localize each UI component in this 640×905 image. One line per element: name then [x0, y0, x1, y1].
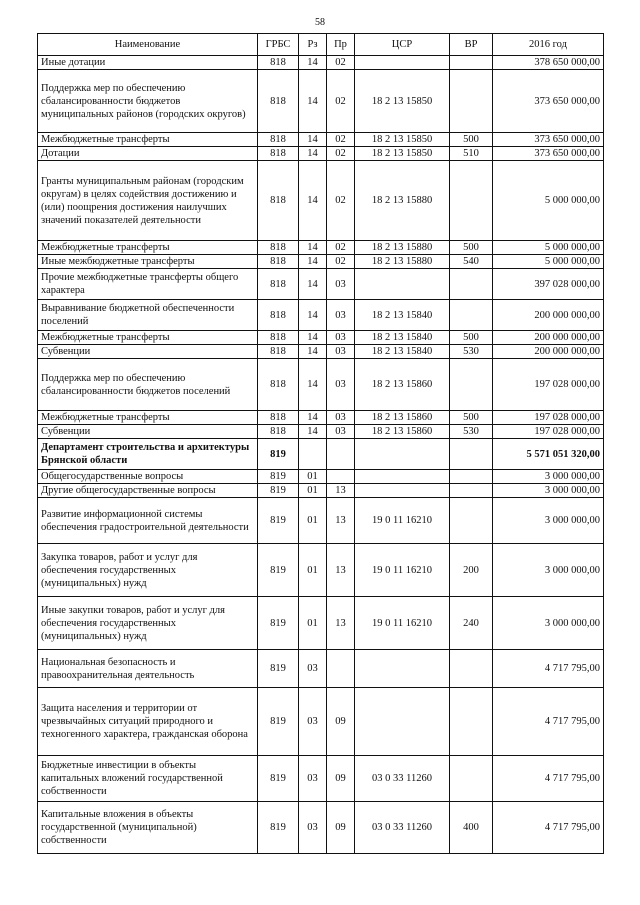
row-grbs: 819 [258, 802, 299, 854]
row-rz: 14 [299, 359, 327, 411]
row-vr [450, 300, 493, 331]
row-name: Иные дотации [38, 56, 258, 70]
row-name: Департамент строительства и архитектуры Брянской области [38, 439, 258, 470]
row-amount: 373 650 000,00 [493, 147, 604, 161]
row-grbs: 818 [258, 56, 299, 70]
row-grbs: 818 [258, 255, 299, 269]
row-pr: 09 [327, 756, 355, 802]
row-vr [450, 161, 493, 241]
table-row [38, 345, 604, 359]
row-csr: 03 0 33 11260 [355, 756, 450, 802]
row-name: Межбюджетные трансферты [38, 331, 258, 345]
row-grbs: 819 [258, 484, 299, 498]
row-rz: 01 [299, 470, 327, 484]
row-amount: 5 000 000,00 [493, 255, 604, 269]
row-vr: 200 [450, 544, 493, 597]
row-amount: 200 000 000,00 [493, 345, 604, 359]
row-rz: 01 [299, 498, 327, 544]
row-amount: 4 717 795,00 [493, 756, 604, 802]
row-pr [327, 439, 355, 470]
table-row [38, 255, 604, 269]
row-vr [450, 70, 493, 133]
row-name: Выравнивание бюджетной обеспеченности поселений [38, 300, 258, 331]
header-rz: Рз [299, 34, 327, 56]
row-pr: 09 [327, 802, 355, 854]
row-amount: 4 717 795,00 [493, 650, 604, 688]
row-vr: 400 [450, 802, 493, 854]
row-amount: 397 028 000,00 [493, 269, 604, 300]
row-grbs: 818 [258, 300, 299, 331]
table-row [38, 597, 604, 650]
row-name: Иные закупки товаров, работ и услуг для обеспечения государственных (муниципальных) нужд [38, 597, 258, 650]
row-name: Межбюджетные трансферты [38, 241, 258, 255]
row-pr: 03 [327, 300, 355, 331]
table-row [38, 133, 604, 147]
row-name: Развитие информационной системы обеспечения градостроительной деятельности [38, 498, 258, 544]
row-name: Бюджетные инвестиции в объекты капитальных вложений государственной собственности [38, 756, 258, 802]
row-amount: 197 028 000,00 [493, 359, 604, 411]
row-csr: 19 0 11 16210 [355, 544, 450, 597]
row-vr [450, 756, 493, 802]
row-amount: 3 000 000,00 [493, 470, 604, 484]
row-rz: 14 [299, 147, 327, 161]
row-name: Другие общегосударственные вопросы [38, 484, 258, 498]
row-pr: 03 [327, 345, 355, 359]
row-rz: 14 [299, 300, 327, 331]
row-amount: 378 650 000,00 [493, 56, 604, 70]
row-amount: 197 028 000,00 [493, 411, 604, 425]
row-pr: 03 [327, 269, 355, 300]
row-rz: 14 [299, 133, 327, 147]
row-grbs: 818 [258, 161, 299, 241]
table-row [38, 484, 604, 498]
header-amount-2016: 2016 год [493, 34, 604, 56]
row-grbs: 818 [258, 331, 299, 345]
table-row [38, 470, 604, 484]
row-vr: 500 [450, 241, 493, 255]
row-rz: 01 [299, 484, 327, 498]
table-row [38, 300, 604, 331]
row-grbs: 818 [258, 345, 299, 359]
table-row [38, 498, 604, 544]
row-vr [450, 269, 493, 300]
row-csr: 19 0 11 16210 [355, 597, 450, 650]
row-vr [450, 650, 493, 688]
row-csr: 18 2 13 15850 [355, 70, 450, 133]
row-pr: 13 [327, 597, 355, 650]
row-pr [327, 470, 355, 484]
row-name: Капитальные вложения в объекты государственной (муниципальной) собственности [38, 802, 258, 854]
row-rz: 03 [299, 802, 327, 854]
row-csr: 18 2 13 15840 [355, 331, 450, 345]
row-vr [450, 359, 493, 411]
row-rz: 14 [299, 331, 327, 345]
row-grbs: 818 [258, 425, 299, 439]
table-row [38, 411, 604, 425]
row-grbs: 819 [258, 544, 299, 597]
row-name: Субвенции [38, 425, 258, 439]
row-grbs: 819 [258, 756, 299, 802]
row-name: Дотации [38, 147, 258, 161]
table-row [38, 331, 604, 345]
row-vr [450, 498, 493, 544]
row-name: Поддержка мер по обеспечению сбалансированности бюджетов муниципальных районов (городских округов) [38, 70, 258, 133]
row-amount: 3 000 000,00 [493, 544, 604, 597]
table-header-row [38, 34, 604, 56]
table-row [38, 70, 604, 133]
table-row [38, 439, 604, 470]
header-pr: Пр [327, 34, 355, 56]
row-amount: 5 000 000,00 [493, 241, 604, 255]
row-vr: 510 [450, 147, 493, 161]
row-rz: 14 [299, 269, 327, 300]
row-grbs: 819 [258, 650, 299, 688]
row-pr: 02 [327, 70, 355, 133]
row-vr [450, 439, 493, 470]
page-number: 58 [315, 17, 325, 28]
row-name: Межбюджетные трансферты [38, 411, 258, 425]
row-amount: 373 650 000,00 [493, 70, 604, 133]
row-amount: 4 717 795,00 [493, 688, 604, 756]
table-row [38, 269, 604, 300]
row-vr: 500 [450, 331, 493, 345]
row-rz: 03 [299, 688, 327, 756]
row-rz: 01 [299, 544, 327, 597]
row-vr: 500 [450, 133, 493, 147]
table-row [38, 147, 604, 161]
row-grbs: 819 [258, 439, 299, 470]
row-pr: 13 [327, 498, 355, 544]
row-rz: 03 [299, 650, 327, 688]
row-name: Межбюджетные трансферты [38, 133, 258, 147]
table-row [38, 756, 604, 802]
row-pr: 02 [327, 133, 355, 147]
row-rz: 14 [299, 345, 327, 359]
row-csr [355, 269, 450, 300]
row-name: Иные межбюджетные трансферты [38, 255, 258, 269]
row-grbs: 818 [258, 241, 299, 255]
row-pr: 03 [327, 411, 355, 425]
row-vr: 240 [450, 597, 493, 650]
row-vr: 530 [450, 345, 493, 359]
header-grbs: ГРБС [258, 34, 299, 56]
row-pr: 09 [327, 688, 355, 756]
row-rz: 14 [299, 411, 327, 425]
row-csr: 18 2 13 15860 [355, 425, 450, 439]
table-row [38, 161, 604, 241]
row-pr: 02 [327, 255, 355, 269]
table-row [38, 688, 604, 756]
header-name: Наименование [38, 34, 258, 56]
row-csr [355, 470, 450, 484]
row-csr: 18 2 13 15860 [355, 411, 450, 425]
row-name: Гранты муниципальным районам (городским округам) в целях содействия достижению и (или) поощрения достижения наилучших значений показателей деятельности [38, 161, 258, 241]
row-rz: 14 [299, 70, 327, 133]
row-pr: 02 [327, 241, 355, 255]
row-vr [450, 688, 493, 756]
row-name: Закупка товаров, работ и услуг для обеспечения государственных (муниципальных) нужд [38, 544, 258, 597]
row-rz: 14 [299, 161, 327, 241]
row-amount: 3 000 000,00 [493, 597, 604, 650]
row-pr: 02 [327, 56, 355, 70]
row-csr: 18 2 13 15880 [355, 255, 450, 269]
row-rz: 03 [299, 756, 327, 802]
row-vr: 540 [450, 255, 493, 269]
row-name: Общегосударственные вопросы [38, 470, 258, 484]
row-csr: 18 2 13 15850 [355, 147, 450, 161]
row-amount: 200 000 000,00 [493, 331, 604, 345]
row-amount: 4 717 795,00 [493, 802, 604, 854]
row-rz: 01 [299, 597, 327, 650]
row-csr [355, 56, 450, 70]
header-csr: ЦСР [355, 34, 450, 56]
row-grbs: 819 [258, 597, 299, 650]
row-name: Национальная безопасность и правоохранительная деятельность [38, 650, 258, 688]
row-grbs: 818 [258, 147, 299, 161]
table-row [38, 241, 604, 255]
row-grbs: 819 [258, 688, 299, 756]
row-grbs: 818 [258, 359, 299, 411]
table-row [38, 56, 604, 70]
table-row [38, 544, 604, 597]
row-grbs: 818 [258, 133, 299, 147]
row-pr: 02 [327, 161, 355, 241]
row-pr: 13 [327, 484, 355, 498]
row-csr: 18 2 13 15880 [355, 241, 450, 255]
row-amount: 197 028 000,00 [493, 425, 604, 439]
row-csr [355, 439, 450, 470]
row-pr [327, 650, 355, 688]
row-rz: 14 [299, 241, 327, 255]
row-pr: 03 [327, 331, 355, 345]
row-amount: 5 571 051 320,00 [493, 439, 604, 470]
row-amount: 3 000 000,00 [493, 484, 604, 498]
row-grbs: 818 [258, 411, 299, 425]
row-name: Прочие межбюджетные трансферты общего характера [38, 269, 258, 300]
table-row [38, 359, 604, 411]
row-rz: 14 [299, 255, 327, 269]
table-row [38, 425, 604, 439]
row-csr: 18 2 13 15880 [355, 161, 450, 241]
header-vr: ВР [450, 34, 493, 56]
row-csr: 19 0 11 16210 [355, 498, 450, 544]
row-vr [450, 56, 493, 70]
row-rz [299, 439, 327, 470]
row-csr: 03 0 33 11260 [355, 802, 450, 854]
row-amount: 3 000 000,00 [493, 498, 604, 544]
row-csr [355, 650, 450, 688]
row-pr: 02 [327, 147, 355, 161]
row-csr: 18 2 13 15840 [355, 345, 450, 359]
row-amount: 373 650 000,00 [493, 133, 604, 147]
row-grbs: 819 [258, 498, 299, 544]
table-row [38, 802, 604, 854]
row-pr: 03 [327, 359, 355, 411]
row-csr [355, 688, 450, 756]
row-vr: 530 [450, 425, 493, 439]
row-rz: 14 [299, 425, 327, 439]
row-grbs: 818 [258, 70, 299, 133]
row-csr: 18 2 13 15850 [355, 133, 450, 147]
table-body [38, 56, 604, 854]
row-pr: 03 [327, 425, 355, 439]
row-csr: 18 2 13 15860 [355, 359, 450, 411]
row-rz: 14 [299, 56, 327, 70]
row-name: Поддержка мер по обеспечению сбалансированности бюджетов поселений [38, 359, 258, 411]
row-csr: 18 2 13 15840 [355, 300, 450, 331]
row-vr [450, 484, 493, 498]
row-pr: 13 [327, 544, 355, 597]
row-name: Субвенции [38, 345, 258, 359]
table-row [38, 650, 604, 688]
row-amount: 5 000 000,00 [493, 161, 604, 241]
row-grbs: 819 [258, 470, 299, 484]
row-vr [450, 470, 493, 484]
row-grbs: 818 [258, 269, 299, 300]
row-vr: 500 [450, 411, 493, 425]
budget-table [37, 33, 604, 854]
row-name: Защита населения и территории от чрезвычайных ситуаций природного и техногенного характера, гражданская оборона [38, 688, 258, 756]
row-amount: 200 000 000,00 [493, 300, 604, 331]
row-csr [355, 484, 450, 498]
